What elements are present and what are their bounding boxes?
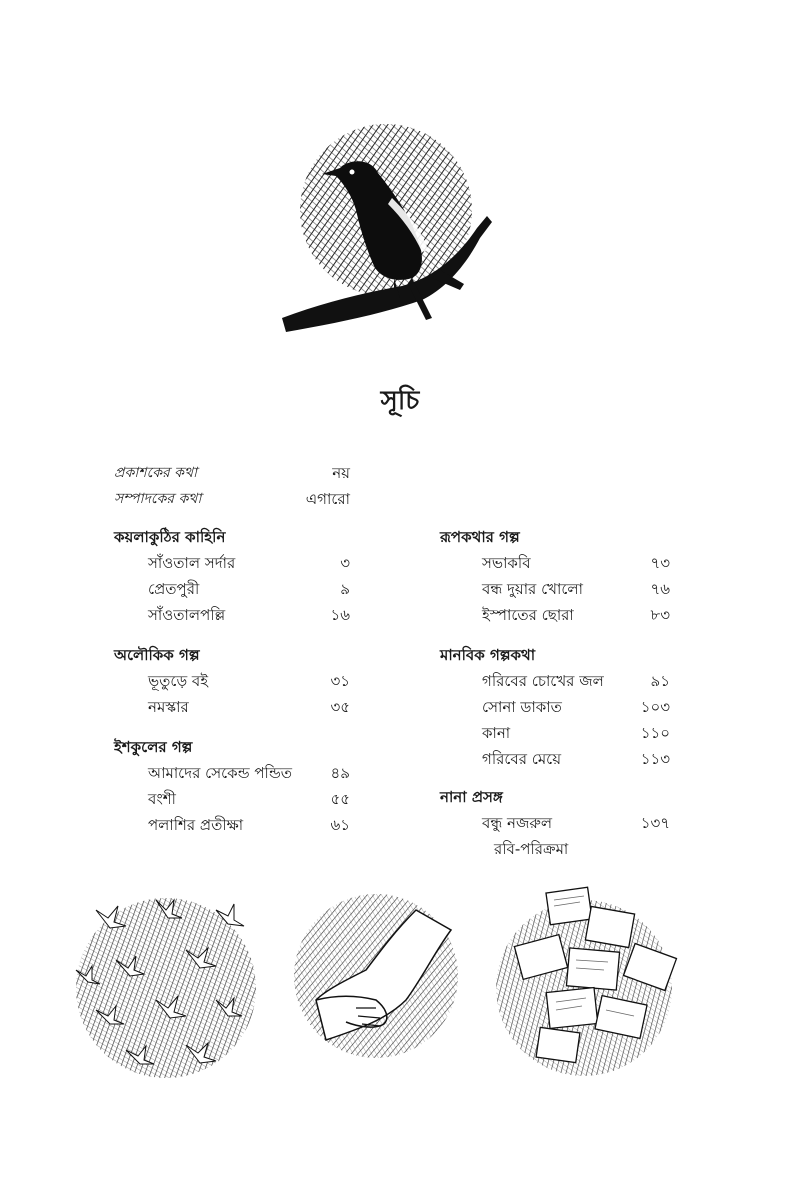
section-heading: রূপকথার গল্প	[440, 528, 520, 546]
toc-item: নমস্কার	[148, 698, 189, 716]
preface-page: নয়	[332, 464, 350, 482]
toc-item: সাঁওতালপল্লি	[148, 606, 226, 624]
toc-page: ৫৫	[330, 790, 350, 808]
section-heading: অলৌকিক গল্প	[114, 646, 200, 664]
birds-illustration	[66, 880, 266, 1080]
page-title: সূচি	[380, 386, 420, 416]
section-heading: মানবিক গল্পকথা	[440, 646, 536, 664]
toc-page: ৬১	[330, 816, 350, 834]
toc-page: ১৩৭	[640, 814, 670, 832]
toc-page: ৩৫	[330, 698, 350, 716]
toc-item: বংশী	[148, 790, 176, 808]
preface-label: সম্পাদকের কথা	[114, 491, 202, 507]
toc-item: সভাকবি	[482, 554, 531, 572]
section-heading: কয়লাকুঠির কাহিনি	[114, 528, 226, 546]
toc-item: বন্ধু নজরুল	[482, 814, 553, 832]
toc-item: প্রেতপুরী	[148, 580, 200, 598]
toc-item: ইস্পাতের ছোরা	[482, 606, 574, 624]
toc-item: বন্ধ দুয়ার খোলো	[482, 580, 583, 598]
toc-item: রবি-পরিক্রমা	[494, 840, 569, 858]
toc-page: ১১০	[640, 724, 670, 742]
crow-illustration	[282, 118, 494, 336]
section-heading: নানা প্রসঙ্গ	[440, 788, 503, 806]
toc-page: ৭৩	[650, 554, 670, 572]
toc-page: ১৬	[330, 606, 350, 624]
letters-illustration	[488, 880, 688, 1080]
toc-item: আমাদের সেকেন্ড পন্ডিত	[148, 764, 293, 782]
toc-page: ৭৬	[650, 580, 670, 598]
toc-page: ৩	[340, 554, 350, 572]
toc-page: ৩১	[330, 672, 350, 690]
toc-item: গরিবের চোখের জল	[482, 672, 604, 690]
toc-item: সোনা ডাকাত	[482, 698, 562, 716]
toc-item: কানা	[482, 724, 511, 742]
toc-item: ভূতুড়ে বই	[148, 672, 209, 690]
toc-page: ৯১	[650, 672, 670, 690]
section-heading: ইশকুলের গল্প	[114, 738, 193, 756]
handshake-illustration	[286, 890, 466, 1070]
toc-item: পলাশির প্রতীক্ষা	[148, 816, 244, 834]
toc-page: ১০৩	[640, 698, 670, 716]
preface-label: প্রকাশকের কথা	[114, 465, 198, 481]
toc-page: ৪৯	[330, 764, 350, 782]
toc-item: গরিবের মেয়ে	[482, 750, 562, 768]
toc-page: ১১৩	[640, 750, 670, 768]
toc-page: ৮৩	[650, 606, 670, 624]
toc-page: ৯	[340, 580, 350, 598]
preface-page: এগারো	[305, 490, 350, 508]
toc-item: সাঁওতাল সর্দার	[148, 554, 236, 572]
